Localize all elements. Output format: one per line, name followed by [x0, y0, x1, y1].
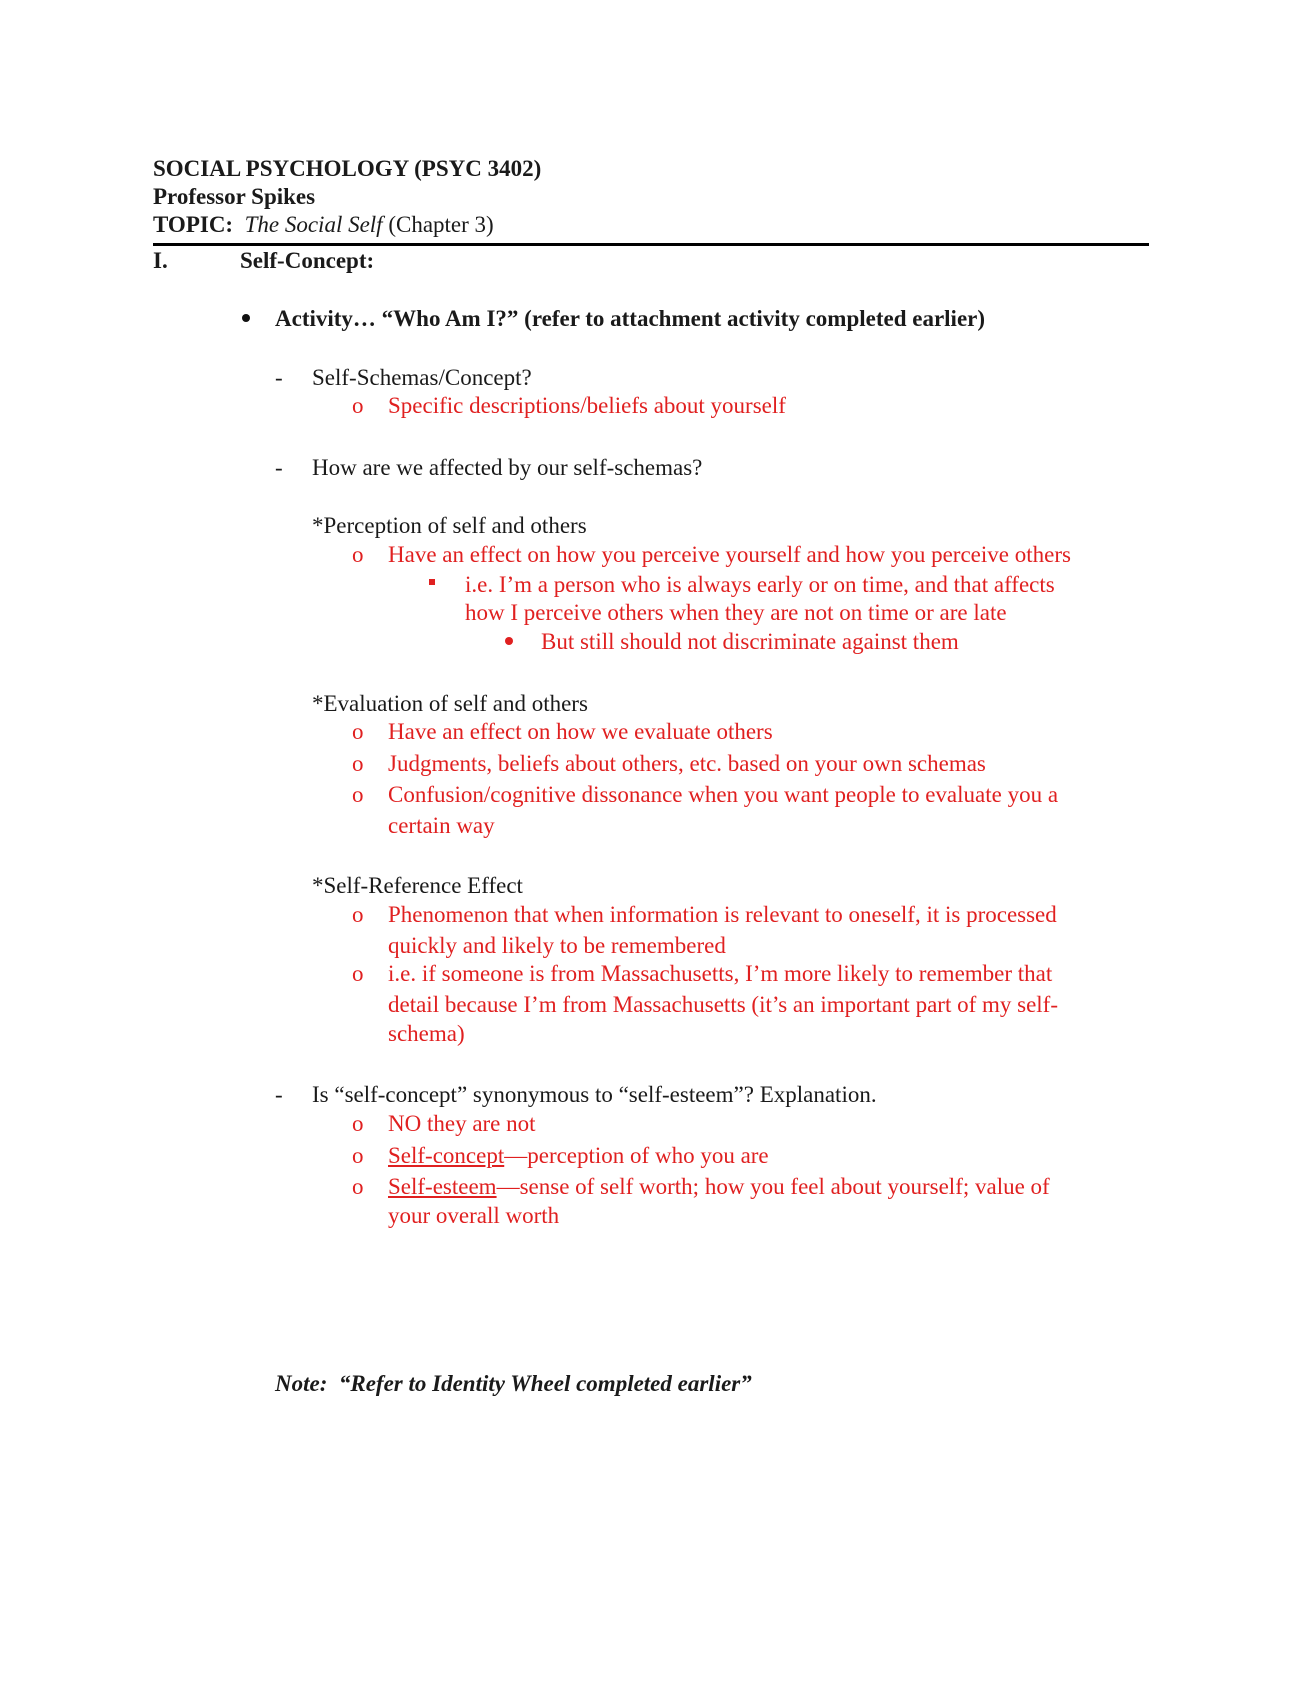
sre-item-2-line2: detail because I’m from Massachusetts (it’s an important part of my self-: [388, 992, 1058, 1017]
section-title: Self-Concept:: [240, 248, 375, 273]
self-esteem-text: —sense of self worth; how you feel about yourself; value of: [496, 1174, 1050, 1199]
self-esteem-definition-line2: your overall worth: [388, 1203, 560, 1228]
sre-item-2-line3: schema): [388, 1021, 465, 1046]
self-concept-text: —perception of who you are: [504, 1143, 769, 1168]
perception-example-line1: i.e. I’m a person who is always early or on time, and that affects: [465, 572, 1055, 597]
note: [275, 1371, 752, 1397]
header-rule: [153, 243, 1149, 246]
perception-example-line2: how I perceive others when they are not on time or are late: [465, 600, 1007, 625]
circle-bullet-icon: o: [352, 1143, 364, 1168]
question-affected: How are we affected by our self-schemas?: [312, 455, 703, 480]
circle-bullet-icon: o: [352, 542, 364, 567]
note-text: “Refer to Identity Wheel completed earlier”: [338, 1371, 752, 1396]
sre-item-1-line2: quickly and likely to be remembered: [388, 933, 726, 958]
square-bullet-icon: [429, 579, 435, 585]
circle-bullet-icon: o: [352, 782, 364, 807]
sre-heading: *Self-Reference Effect: [312, 873, 523, 898]
question-synonymous: Is “self-concept” synonymous to “self-esteem”? Explanation.: [312, 1082, 877, 1107]
evaluation-item-1: Have an effect on how we evaluate others: [388, 719, 773, 744]
topic-title: The Social Self: [244, 212, 383, 237]
synonymous-answer: NO they are not: [388, 1111, 536, 1136]
perception-subnote: But still should not discriminate against them: [541, 629, 959, 654]
self-esteem-term: Self-esteem: [388, 1174, 497, 1199]
evaluation-item-2: Judgments, beliefs about others, etc. based on your own schemas: [388, 751, 986, 776]
self-concept-term: Self-concept: [388, 1143, 505, 1168]
topic-label: TOPIC:: [153, 212, 234, 237]
sre-item-1-line1: Phenomenon that when information is relevant to oneself, it is processed: [388, 902, 1057, 927]
self-concept-definition: [388, 1143, 769, 1169]
self-esteem-definition: [388, 1174, 1050, 1200]
circle-bullet-icon: o: [352, 961, 364, 986]
section-numeral: I.: [153, 248, 168, 273]
circle-bullet-icon: o: [352, 751, 364, 776]
circle-bullet-icon: o: [352, 902, 364, 927]
evaluation-item-3-line2: certain way: [388, 813, 495, 838]
circle-bullet-icon: o: [352, 1174, 364, 1199]
dash-marker: -: [275, 455, 283, 480]
question-self-schemas: Self-Schemas/Concept?: [312, 365, 532, 390]
topic-line: [153, 212, 494, 238]
perception-heading: *Perception of self and others: [312, 513, 587, 538]
answer-self-schemas: Specific descriptions/beliefs about yourself: [388, 393, 786, 418]
note-label: Note:: [275, 1371, 328, 1396]
sre-item-2-line1: i.e. if someone is from Massachusetts, I’m more likely to remember that: [388, 961, 1053, 986]
perception-item: Have an effect on how you perceive yourself and how you perceive others: [388, 542, 1071, 567]
course-title: SOCIAL PSYCHOLOGY (PSYC 3402): [153, 156, 542, 181]
circle-bullet-icon: o: [352, 1111, 364, 1136]
dash-marker: -: [275, 365, 283, 390]
evaluation-item-3-line1: Confusion/cognitive dissonance when you want people to evaluate you a: [388, 782, 1059, 807]
professor-name: Professor Spikes: [153, 184, 316, 209]
evaluation-heading: *Evaluation of self and others: [312, 691, 588, 716]
bullet-icon: [505, 637, 513, 645]
bullet-icon: [242, 314, 250, 322]
dash-marker: -: [275, 1082, 283, 1107]
circle-bullet-icon: o: [352, 393, 364, 418]
topic-chapter: (Chapter 3): [388, 212, 494, 237]
circle-bullet-icon: o: [352, 719, 364, 744]
activity-item: Activity… “Who Am I?” (refer to attachment activity completed earlier): [275, 306, 986, 331]
